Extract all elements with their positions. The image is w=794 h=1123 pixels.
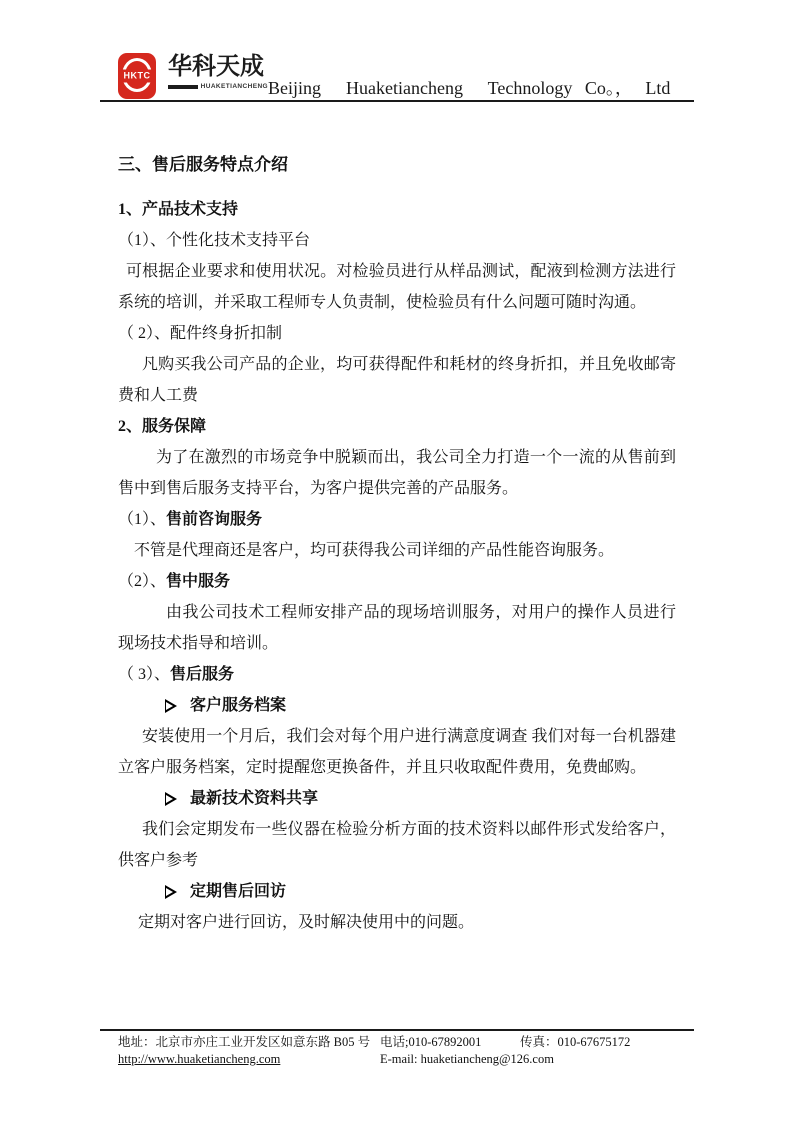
company-logo-icon [118,53,156,99]
section-2-intro: 为了在激烈的市场竞争中脱颖而出，我公司全力打造一个一流的从售前到售中到售后服务支持平台，为客户提供完善的产品服务。 [118,449,676,497]
bullet-1-title: 客户服务档案 [190,697,287,714]
item-2-2-title: 售中服务 [166,573,231,590]
item-2-1-number: （1）、 [118,511,167,528]
logo-abbr-text: HKTC [118,70,156,83]
item-2-3-title: 售后服务 [170,666,235,683]
bullet-3-body: 定期对客户进行回访，及时解决使用中的问题。 [138,914,475,931]
item-1-1-label: （1）、个性化技术支持平台 [118,232,311,249]
footer-phone: 电话;010-67892001 [380,1035,482,1049]
subsection-2-title: 2、服务保障 [118,418,207,435]
bullet-item-3 [165,876,676,907]
item-2-2-number: （2）、 [118,573,167,590]
document-body [118,149,676,938]
item-2-3-label [118,659,676,690]
footer-row-1 [100,1034,694,1051]
footer-address: 地址：北京市亦庄工业开发区如意东路 B05 号 [118,1035,371,1049]
item-1-2-label: （ 2）、配件终身折扣制 [118,325,283,342]
bullet-2-body: 我们会定期发布一些仪器在检验分析方面的技术资料以邮件形式发给客户，供客户参考 [118,821,676,869]
brand-name-cn: 华科天成 [168,54,264,80]
bullet-1-body: 安装使用一个月后，我们会对每个用户进行满意度调查 我们对每一台机器建立客户服务档案，定时提醒您更换备件，并且只收取配件费用，免费邮购。 [118,728,676,776]
company-name-english: Beijing Huaketiancheng Technology Co。， Ltd [268,78,671,98]
footer-fax: 传真：010-67675172 [520,1035,631,1049]
item-2-1-title: 售前咨询服务 [166,511,263,528]
arrowhead-bullet-icon [165,885,177,899]
footer-email: E-mail: huaketiancheng@126.com [380,1052,554,1066]
page-footer [100,1029,694,1068]
footer-row-2 [100,1051,694,1068]
brand-block [168,54,268,90]
bullet-2-title: 最新技术资料共享 [190,790,319,807]
footer-website-link[interactable]: http://www.huaketiancheng.com [118,1052,281,1066]
arrowhead-bullet-icon [165,792,177,806]
item-2-1-label [118,504,676,535]
item-2-2-label [118,566,676,597]
brand-bar-divider [168,85,198,89]
bullet-item-1 [165,690,676,721]
item-2-1-body: 不管是代理商还是客户，均可获得我公司详细的产品性能咨询服务。 [134,542,615,559]
item-1-2-body: 凡购买我公司产品的企业，均可获得配件和耗材的终身折扣，并且免收邮寄费和人工费 [118,356,676,404]
brand-subline [168,83,268,90]
subsection-1-title: 1、产品技术支持 [118,201,239,218]
page-header [100,0,694,102]
arrowhead-bullet-icon [165,699,177,713]
section-heading: 三、售后服务特点介绍 [118,155,288,174]
bullet-3-title: 定期售后回访 [190,883,287,900]
bullet-item-2 [165,783,676,814]
item-2-3-number: （ 3）、 [118,666,171,683]
item-1-1-body: 可根据企业要求和使用状况。对检验员进行从样品测试，配液到检测方法进行系统的培训，并采取工程师专人负责制，使检验员有什么问题可随时沟通。 [118,263,676,311]
item-2-2-body: 由我公司技术工程师安排产品的现场培训服务，对用户的操作人员进行现场技术指导和培训。 [118,604,676,652]
brand-name-en: HUAKETIANCHENG [200,83,268,90]
